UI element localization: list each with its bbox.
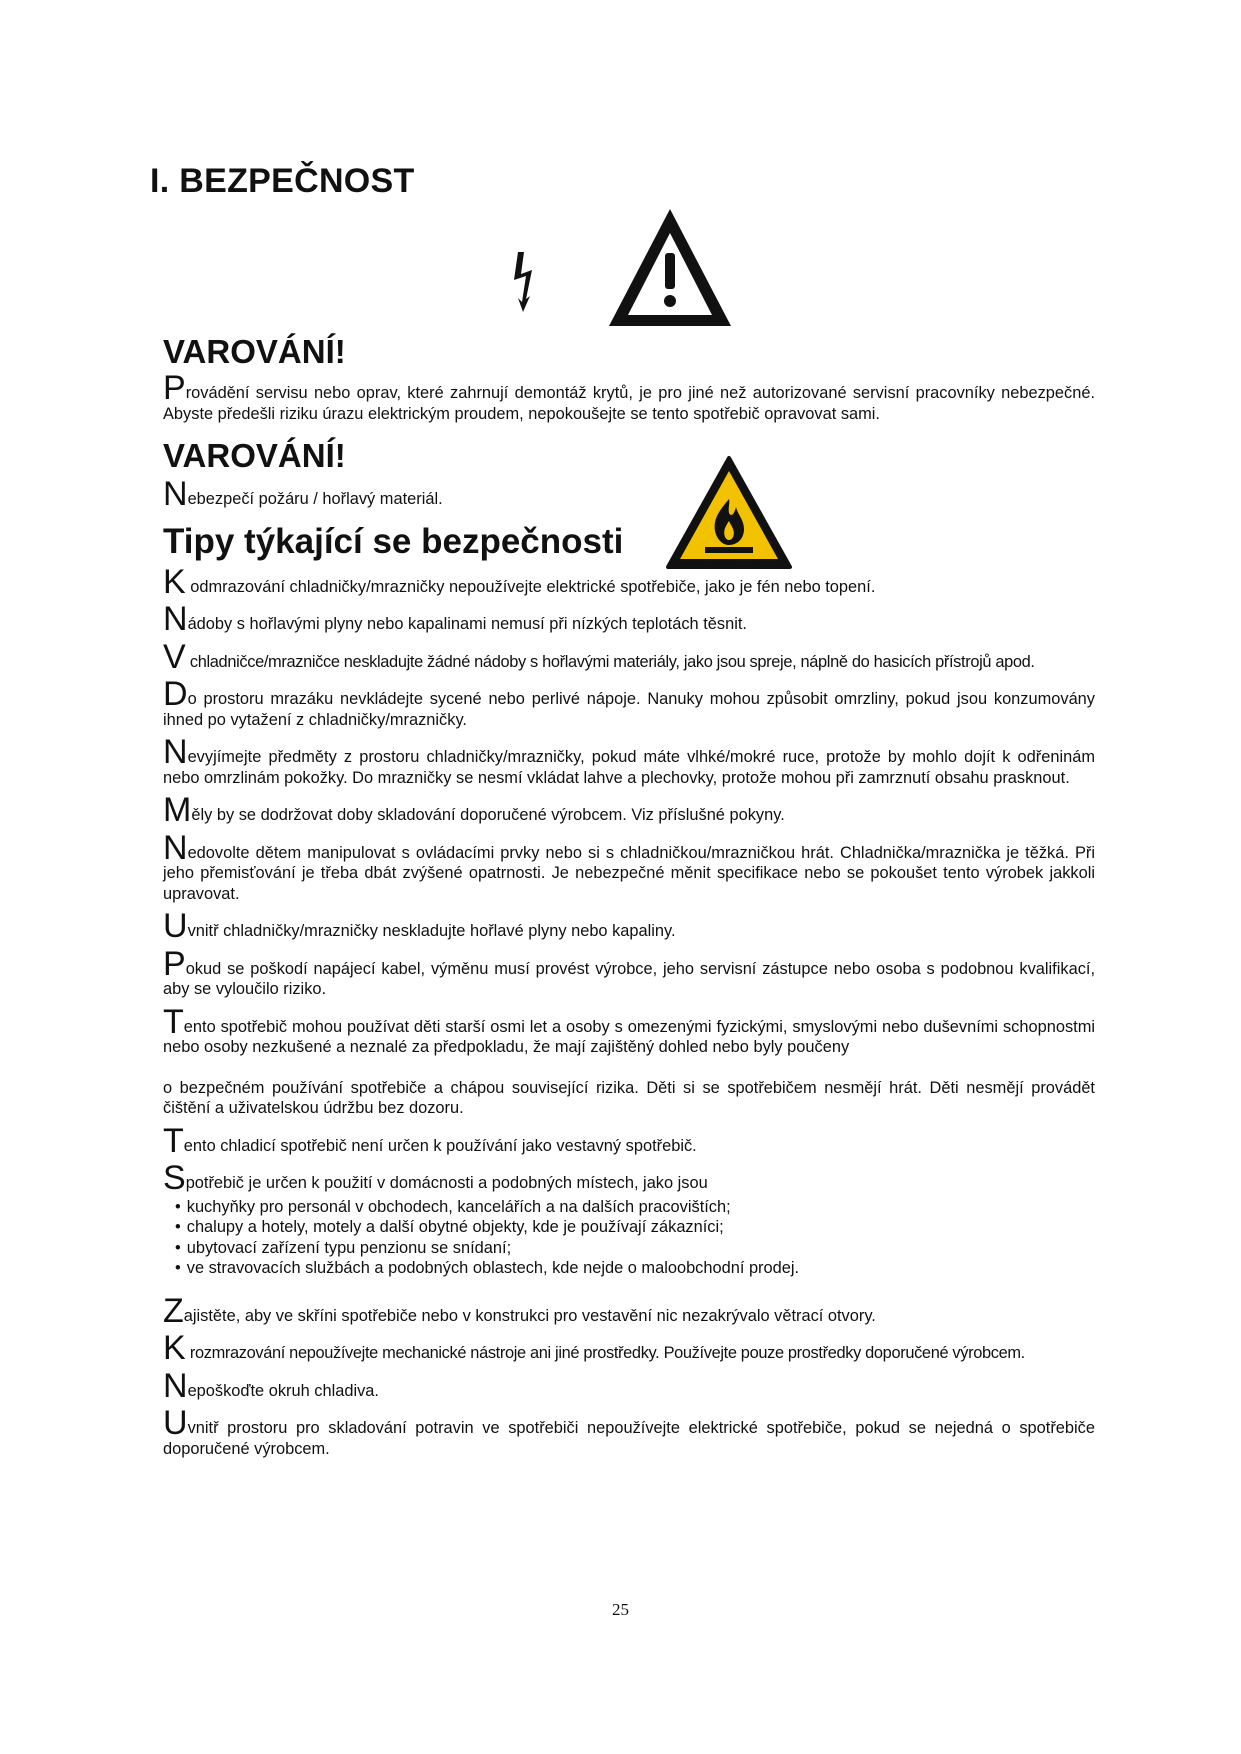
page-number: 25 [612, 1600, 629, 1619]
drop-initial: S [163, 1159, 186, 1197]
drop-initial: P [163, 944, 186, 983]
drop-initial: K [163, 562, 186, 601]
hazard-icons [500, 200, 750, 340]
tip-paragraph [163, 562, 1095, 601]
tip-paragraph [163, 733, 1095, 788]
paragraph-text: rovádění servisu nebo oprav, které zahrnují demontáž krytů, je pro jiné než autorizované servisní pracovníky nebezpečné. Abyste předešli riziku úrazu elektrickým proudem, nepokoušejte se tento spotřebič opravovat sami. [163, 384, 1095, 423]
paragraph-text: chladničce/mrazničce neskladujte žádné nádoby s hořlavými materiály, jako jsou spreje, náplně do hasicích přístrojů apod. [185, 652, 1035, 671]
tip-paragraph [163, 1291, 1095, 1330]
drop-initial: P [163, 369, 186, 407]
paragraph-text: ebezpečí požáru / hořlavý materiál. [187, 490, 443, 508]
tip-paragraph [163, 1121, 1095, 1160]
drop-initial: V [163, 637, 186, 676]
tip-paragraph [163, 1404, 1095, 1459]
warning-paragraph [163, 369, 1095, 424]
paragraph-text: vnitř prostoru pro skladování potravin ve spotřebiči nepoužívejte elektrické spotřebiče, pokud se nejedná o spotřebiče doporučené výrobcem. [163, 1419, 1095, 1458]
tip-paragraph [163, 1159, 1095, 1197]
paragraph-text: vnitř chladničky/mrazničky neskladujte hořlavé plyny nebo kapaliny. [187, 922, 676, 940]
content [163, 332, 1095, 1459]
tip-paragraph [163, 600, 1095, 638]
paragraph-text: evyjímejte předměty z prostoru chladničky/mrazničky, pokud máte vlhké/mokré ruce, protože by mohlo dojít k odřeninám nebo omrzlinám pokožky. Do mrazničky se nesmí vkládat lahve a plechovky, protože mohou při zamrznutí obsahu prasknout. [163, 748, 1095, 787]
bullet-item: • ubytovací zařízení typu penzionu se snídaní; [175, 1238, 1095, 1259]
drop-initial: N [163, 475, 188, 513]
tip-paragraph [163, 637, 1095, 676]
drop-initial: Z [163, 1291, 184, 1330]
paragraph-text: ádoby s hořlavými plyny nebo kapalinami nemusí při nízkých teplotách těsnit. [187, 615, 747, 633]
drop-initial: M [163, 791, 192, 829]
paragraph-text: okud se poškodí napájecí kabel, výměnu musí provést výrobce, jeho servisní zástupce nebo osoba s podobnou kvalifikací, aby se vyloučilo riziko. [163, 959, 1095, 998]
tip-paragraph [163, 1329, 1095, 1367]
lightning-bolt-icon [510, 250, 540, 314]
drop-initial: N [163, 1366, 188, 1405]
paragraph-text: ento chladicí spotřebič není určen k používání jako vestavný spotřebič. [183, 1136, 697, 1155]
exclamation-warning-icon [605, 205, 735, 330]
tip-paragraph [163, 1366, 1095, 1405]
paragraph-text: potřebič je určen k použití v domácnosti a podobných místech, jako jsou [185, 1174, 708, 1192]
drop-initial: K [163, 1329, 186, 1367]
tip-paragraph-continuation: o bezpečném používání spotřebiče a chápou související rizika. Děti si se spotřebičem nesmějí hrát. Děti nesmějí provádět čištění a uživatelskou údržbu bez dozoru. [163, 1078, 1095, 1117]
bullet-item: • chalupy a hotely, motely a další obytné objekty, kde je používají zákazníci; [175, 1217, 1095, 1238]
warning-heading: VAROVÁNÍ! [163, 437, 346, 474]
paragraph-text: epoškoďte okruh chladiva. [187, 1381, 379, 1400]
drop-initial: U [163, 1404, 188, 1442]
tip-paragraph [163, 675, 1095, 730]
tip-paragraph [163, 944, 1095, 1000]
drop-initial: D [163, 675, 188, 713]
paragraph-text: o prostoru mrazáku nevkládejte sycené nebo perlivé nápoje. Nanuky mohou způsobit omrzliny, pokud jsou konzumovány ihned po vytažení z chladničky/mrazničky. [163, 690, 1095, 729]
drop-initial: T [163, 1121, 184, 1160]
tip-paragraph [163, 1002, 1095, 1058]
drop-initial: U [163, 907, 188, 945]
warning-heading: VAROVÁNÍ! [163, 333, 346, 370]
bullet-list [175, 1197, 1095, 1279]
paragraph-text: ento spotřebič mohou používat děti starší osmi let a osoby s omezenými fyzickými, smyslovými nebo duševními schopnostmi nebo osoby nezkušené a neznalé za předpokladu, že mají zajištěný dohled nebo byly poučeny [163, 1017, 1095, 1056]
section-title: I. BEZPEČNOST [150, 162, 415, 200]
tips-heading: Tipy týkající se bezpečnosti [163, 521, 624, 561]
drop-initial: N [163, 600, 188, 638]
tip-paragraph [163, 828, 1095, 905]
tip-paragraph [163, 907, 1095, 945]
paragraph-text: odmrazování chladničky/mrazničky nepoužívejte elektrické spotřebiče, jako je fén nebo topení. [185, 577, 876, 596]
paragraph-text: ěly by se dodržovat doby skladování doporučené výrobcem. Viz příslušné pokyny. [191, 806, 785, 824]
drop-initial: T [163, 1002, 184, 1041]
paragraph-text: edovolte dětem manipulovat s ovládacími prvky nebo si s chladničkou/mrazničkou hrát. Chladnička/mraznička je těžká. Při jeho přemisťování je třeba dbát zvýšené opatrnosti. Je nebezpečné měnit specifikace nebo se pokoušet tento výrobek jakkoli upravovat. [163, 843, 1095, 903]
tip-paragraph [163, 791, 1095, 829]
drop-initial: N [163, 828, 188, 867]
bullet-item: • kuchyňky pro personál v obchodech, kancelářích a na dalších pracovištích; [175, 1197, 1095, 1218]
drop-initial: N [163, 733, 188, 771]
paragraph-text: ajistěte, aby ve skříni spotřebiče nebo v konstrukci pro vestavění nic nezakrývalo větrací otvory. [183, 1306, 876, 1325]
warning-paragraph [163, 475, 1095, 513]
paragraph-text: rozmrazování nepoužívejte mechanické nástroje ani jiné prostředky. Používejte pouze prostředky doporučené výrobcem. [185, 1344, 1025, 1362]
bullet-item: • ve stravovacích službách a podobných oblastech, kde nejde o maloobchodní prodej. [175, 1258, 1095, 1279]
